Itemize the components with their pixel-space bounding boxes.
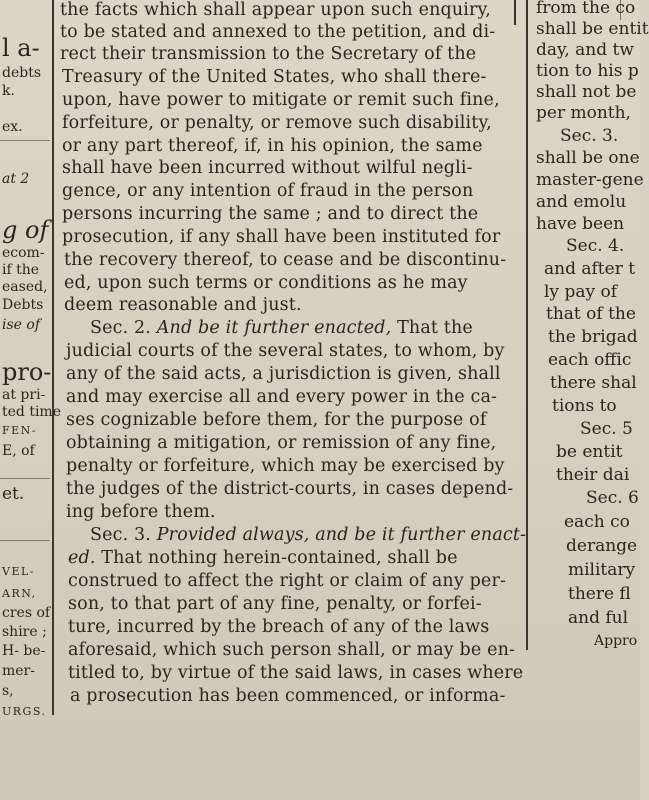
right-line: per month, — [536, 103, 631, 123]
left-line: VEL- — [2, 565, 35, 578]
right-line: Sec. 5 — [580, 419, 633, 439]
left-line: at 2 — [2, 171, 30, 187]
right-line: Sec. 6 — [586, 488, 639, 508]
column-rule-right — [526, 0, 528, 650]
right-line: shall not be — [536, 82, 637, 102]
left-line: l a- — [2, 34, 40, 62]
left-line: H- be- — [2, 643, 46, 659]
right-line: the brigad — [548, 327, 638, 347]
left-line: URGS. — [2, 705, 47, 718]
left-line: at pri- — [2, 387, 46, 403]
text-line: the recovery thereof, to cease and be discontinu- — [64, 250, 507, 270]
left-line: ecom- — [2, 245, 45, 261]
right-line: ly pay of — [544, 282, 617, 302]
left-line: E, of — [2, 443, 35, 459]
text-line: to be stated and annexed to the petition, and di- — [60, 22, 496, 42]
right-line: be entit — [556, 442, 623, 462]
text-line: prosecution, if any shall have been instituted for — [62, 227, 501, 247]
section-2-lead: That the — [397, 318, 473, 338]
section-2-label: Sec. 2. — [90, 318, 152, 338]
left-line: if the — [2, 262, 40, 278]
text-line: son, to that part of any fine, penalty, or forfei- — [68, 594, 482, 614]
text-line: the judges of the district-courts, in cases depend- — [66, 479, 514, 499]
right-line: that of the — [546, 304, 636, 324]
right-line: their dai — [556, 465, 630, 485]
right-line: and ful — [568, 608, 629, 628]
left-line: cres of — [2, 605, 51, 621]
right-line: master-gene — [536, 170, 644, 190]
text-line: deem reasonable and just. — [64, 295, 302, 315]
right-line: and emolu — [536, 192, 627, 212]
center-column — [54, 0, 527, 730]
left-column — [0, 0, 61, 730]
text-line: Treasury of the United States, who shall there- — [62, 67, 487, 87]
section-3-heading — [90, 527, 526, 545]
text-line: judicial courts of the several states, to whom, by — [66, 341, 505, 361]
right-line: Sec. 4. — [566, 236, 625, 256]
left-line: mer- — [2, 663, 35, 679]
right-line: tions to — [552, 396, 617, 416]
right-line: from the co — [536, 0, 636, 18]
text-line: gence, or any intention of fraud in the person — [62, 181, 474, 201]
left-line: shire ; — [2, 624, 47, 640]
right-line: day, and tw — [536, 40, 634, 60]
left-line: FEN- — [2, 424, 38, 437]
left-line: eased, — [2, 279, 48, 295]
text-line: or any part thereof, if, in his opinion, the same — [62, 136, 483, 156]
text-line: and may exercise all and every power in the ca- — [66, 387, 498, 407]
right-line: there fl — [568, 584, 631, 604]
text-line: ture, incurred by the breach of any of the laws — [68, 617, 490, 637]
text-line: penalty or forfeiture, which may be exercised by — [66, 456, 505, 476]
section-3-first-line — [68, 550, 458, 568]
left-line: k. — [2, 83, 15, 99]
text-line: persons incurring the same ; and to direct the — [62, 204, 479, 224]
left-line: ARN, — [2, 587, 37, 600]
left-line: debts — [2, 65, 42, 81]
text-line: ed, upon such terms or conditions as he may — [64, 273, 468, 293]
right-line: there shal — [550, 373, 637, 393]
right-line: military — [568, 560, 636, 580]
section-3-proviso-end: ed. — [68, 548, 96, 568]
right-line: derange — [566, 536, 638, 556]
left-line: s, — [2, 683, 14, 699]
section-3-label: Sec. 3. — [90, 525, 152, 545]
right-line: and after t — [544, 259, 636, 279]
right-line: each co — [564, 512, 630, 532]
section-3-lead: That nothing herein-contained, shall be — [101, 548, 458, 568]
left-line: ex. — [2, 119, 23, 135]
right-line: shall be entit — [536, 19, 649, 39]
text-line: ses cognizable before them, for the purpose of — [66, 410, 487, 430]
left-line: g of — [2, 216, 49, 244]
text-line: any of the said acts, a jurisdiction is given, shall — [66, 364, 501, 384]
left-line: et. — [2, 484, 25, 504]
right-line: tion to his p — [536, 61, 639, 81]
right-line: each offic — [548, 350, 632, 370]
right-column — [530, 0, 649, 660]
text-line: shall have been incurred without wilful negli- — [62, 158, 473, 178]
text-line: the facts which shall appear upon such enquiry, — [60, 0, 491, 20]
text-line: titled to, by virtue of the said laws, in cases where — [68, 663, 524, 683]
right-line: Appro — [594, 633, 638, 649]
right-line: shall be one — [536, 148, 640, 168]
text-line: ing before them. — [66, 502, 216, 522]
text-line: a prosecution has been commenced, or informa- — [70, 686, 506, 706]
text-line: construed to affect the right or claim of any per- — [68, 571, 507, 591]
section-2-enacting-clause: And be it further enacted, — [156, 318, 392, 338]
left-line: ted time — [2, 404, 61, 420]
text-line: rect their transmission to the Secretary of the — [60, 44, 477, 64]
right-line: Sec. 3. — [560, 126, 619, 146]
left-line: ise of — [2, 317, 41, 333]
section-3-proviso: Provided always, and be it further enact- — [156, 525, 527, 545]
text-line: upon, have power to mitigate or remit such fine, — [62, 90, 500, 110]
text-line: obtaining a mitigation, or remission of any fine, — [66, 433, 497, 453]
text-line: forfeiture, or penalty, or remove such disability, — [62, 113, 492, 133]
section-2-heading — [90, 320, 473, 338]
right-line: have been — [536, 214, 625, 234]
left-line: Debts — [2, 297, 44, 313]
left-line: pro- — [2, 358, 52, 386]
text-line: aforesaid, which such person shall, or may be en- — [68, 640, 516, 660]
